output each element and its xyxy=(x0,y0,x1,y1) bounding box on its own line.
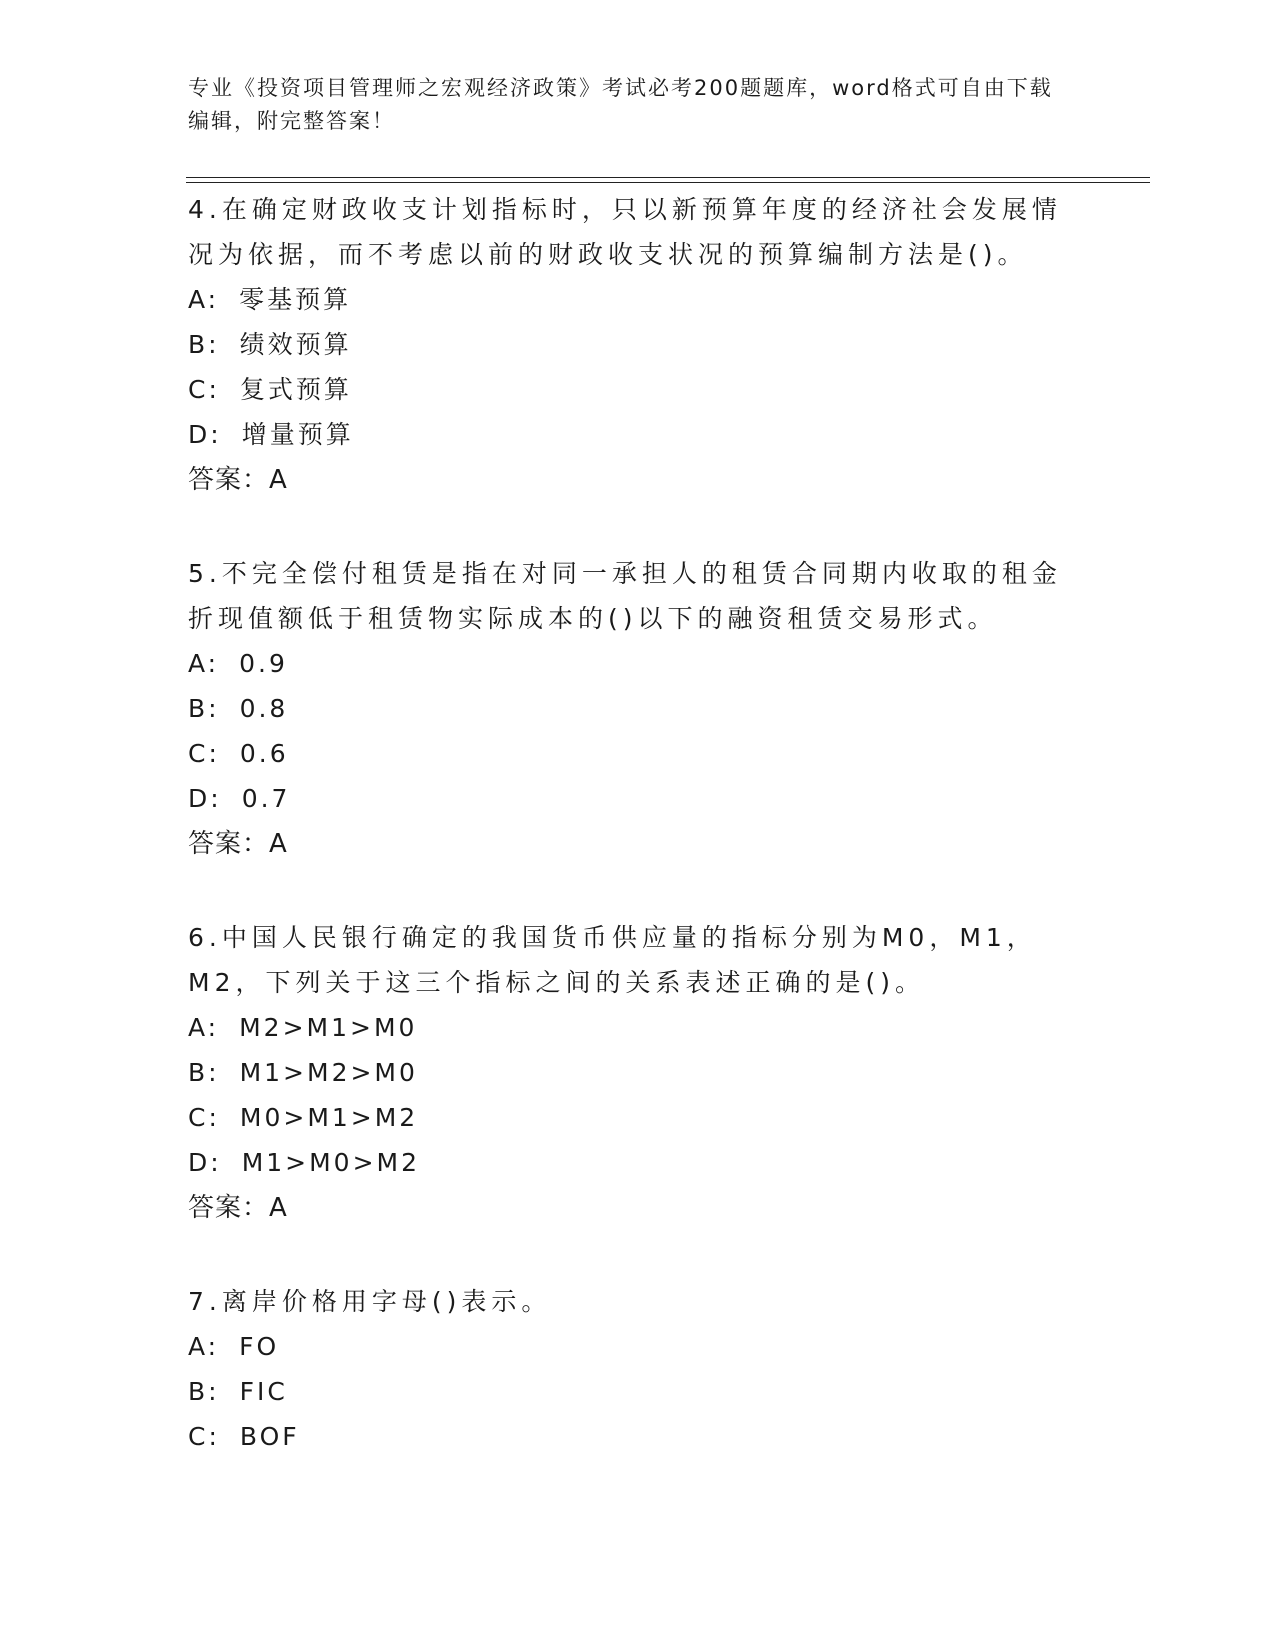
option-key: D: xyxy=(188,420,222,449)
option-key: A: xyxy=(188,1013,220,1042)
answer-line: 答案：A xyxy=(188,829,288,859)
option-key: C: xyxy=(188,375,220,404)
option-key: C: xyxy=(188,1422,220,1451)
question-stem: 7.离岸价格用字母()表示。 xyxy=(188,1287,552,1316)
option-key: C: xyxy=(188,739,220,768)
option-text: FIC xyxy=(239,1377,288,1406)
question-6 xyxy=(188,915,1088,1231)
option-text: 0.9 xyxy=(239,649,288,678)
option-key: D: xyxy=(188,1148,222,1177)
option-text: 绩效预算 xyxy=(239,330,352,359)
option-a xyxy=(188,641,1088,686)
question-4 xyxy=(188,187,1088,503)
option-text: 复式预算 xyxy=(239,375,352,404)
question-stem: 6.中国人民银行确定的我国货币供应量的指标分别为M0，M1，M2，下列关于这三个指标之间的关系表述正确的是()。 xyxy=(188,923,1037,997)
option-key: B: xyxy=(188,694,220,723)
option-key: D: xyxy=(188,784,222,813)
option-c xyxy=(188,1095,1088,1140)
option-c xyxy=(188,367,1088,412)
option-b xyxy=(188,1369,1088,1414)
option-key: B: xyxy=(188,1377,220,1406)
option-text: M1>M2>M0 xyxy=(239,1058,418,1087)
question-stem: 5.不完全偿付租赁是指在对同一承担人的租赁合同期内收取的租金折现值额低于租赁物实际成本的()以下的融资租赁交易形式。 xyxy=(188,559,1062,633)
option-key: A: xyxy=(188,649,220,678)
option-b xyxy=(188,686,1088,731)
answer-line: 答案：A xyxy=(188,465,288,495)
option-key: B: xyxy=(188,330,220,359)
option-text: BOF xyxy=(239,1422,300,1451)
option-key: A: xyxy=(188,1332,220,1361)
option-text: M2>M1>M0 xyxy=(239,1013,418,1042)
option-text: FO xyxy=(239,1332,280,1361)
option-text: 0.8 xyxy=(239,694,289,723)
option-a xyxy=(188,1324,1088,1369)
answer-line: 答案：A xyxy=(188,1193,288,1223)
option-text: 0.7 xyxy=(241,784,291,813)
option-text: 增量预算 xyxy=(241,420,354,449)
option-b xyxy=(188,322,1088,367)
option-d xyxy=(188,1140,1088,1185)
option-a xyxy=(188,277,1088,322)
option-key: A: xyxy=(188,285,220,314)
document-header: 专业《投资项目管理师之宏观经济政策》考试必考200题题库，word格式可自由下载编辑，附完整答案！ xyxy=(188,76,1053,133)
header-divider-top xyxy=(186,177,1150,178)
option-key: C: xyxy=(188,1103,220,1132)
option-c xyxy=(188,1414,1088,1459)
option-d xyxy=(188,776,1088,821)
option-text: 零基预算 xyxy=(239,285,352,314)
header-divider-bottom xyxy=(186,182,1150,183)
option-b xyxy=(188,1050,1088,1095)
option-key: B: xyxy=(188,1058,220,1087)
question-5 xyxy=(188,551,1088,867)
option-text: M1>M0>M2 xyxy=(241,1148,421,1177)
question-7 xyxy=(188,1279,1088,1459)
option-d xyxy=(188,412,1088,457)
question-stem: 4.在确定财政收支计划指标时，只以新预算年度的经济社会发展情况为依据，而不考虑以前的财政收支状况的预算编制方法是()。 xyxy=(188,195,1062,269)
option-text: 0.6 xyxy=(239,739,289,768)
option-a xyxy=(188,1005,1088,1050)
option-text: M0>M1>M2 xyxy=(239,1103,419,1132)
option-c xyxy=(188,731,1088,776)
